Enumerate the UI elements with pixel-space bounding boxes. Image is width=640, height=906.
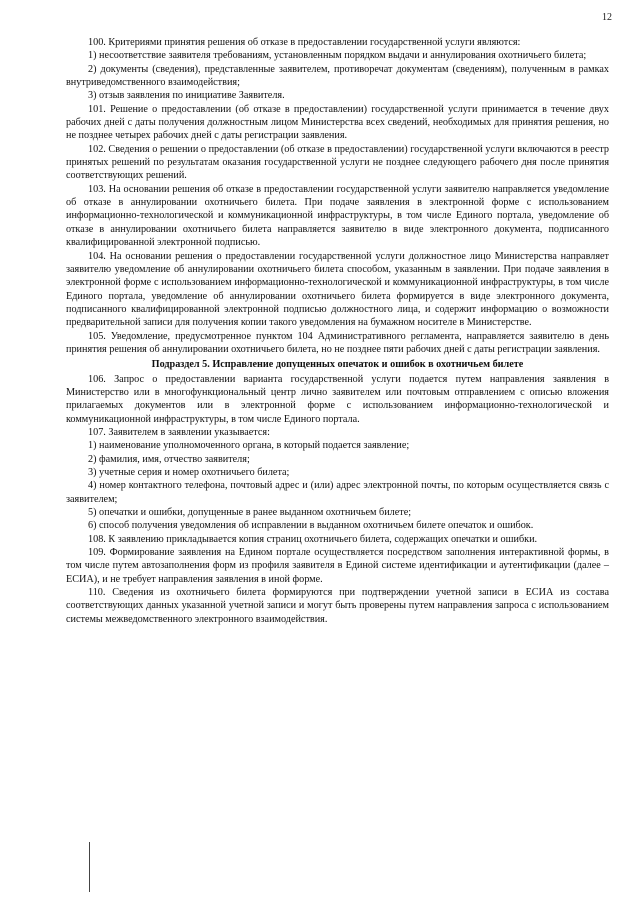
list-item-100-2: 2) документы (сведения), представленные заявителем, противоречат документам (сведениям), полученным в рамках внутриведомственного взаимодействия; (66, 63, 609, 89)
paragraph-108: 108. К заявлению прикладывается копия страниц охотничьего билета, содержащих опечатки и ошибки. (88, 533, 538, 545)
paragraph-105: 105. Уведомление, предусмотренное пунктом 104 Административного регламента, направляется заявителю в день принятия решения об аннулировании охотничьего билета, но не позднее пяти рабочих дней с даты регистрации заявления. (66, 330, 609, 355)
paragraph-100: 100. Критериями принятия решения об отказе в предоставлении государственной услуги являются: (88, 37, 521, 48)
paragraph-107: 107. Заявителем в заявлении указывается: (88, 426, 270, 438)
paragraph-102: 102. Сведения о решении о предоставлении (об отказе в предоставлении) государственной услуги включаются в реестр принятых решений по результатам оказания государственной услуги не позднее следующего рабочего дня после принятия соответствующих решений. (66, 143, 609, 182)
list-item-100-1: 1) несоответствие заявителя требованиям, установленным порядком выдачи и аннулирования охотничьего билета; (88, 50, 587, 62)
paragraph-109: 109. Формирование заявления на Едином портале осуществляется посредством заполнения интерактивной формы, в том числе путем автозаполнения форм из профиля заявителя в Единой системе идентификации и аутентификации (далее – ЕСИА), и не требует направления заявления в иной форме. (66, 547, 609, 585)
page-number: 12 (602, 12, 612, 23)
list-item-107-4: 4) номер контактного телефона, почтовый адрес и (или) адрес электронной почты, по которым осуществляется связь с заявителем; (66, 480, 609, 505)
subsection-heading: Подраздел 5. Исправление допущенных опечаток и ошибок в охотничьем билете (151, 359, 524, 371)
paragraph-103: 103. На основании решения об отказе в предоставлении государственной услуги заявителю направляется уведомление об отказе в аннулировании охотничьего билета. При подаче заявления в электронной форме с использованием информационно-технологической и коммуникационной инфраструктуры, в том числе Единого портала, уведомление об отказе в аннулировании охотничьего билета направляется заявителю в виде электронного документа, подписанного квалифицированной электронной подписью. (66, 183, 609, 249)
scan-margin-line (89, 842, 90, 892)
list-item-107-3: 3) учетные серия и номер охотничьего билета; (88, 467, 290, 478)
list-item-107-2: 2) фамилия, имя, отчество заявителя; (88, 453, 250, 465)
paragraph-110: 110. Сведения из охотничьего билета формируются при подтверждении учетной записи в ЕСИА из состава соответствующих данных указанной учетной записи и могут быть проверены путем направления запроса с использованием системы межведомственного электронного взаимодействия. (66, 587, 609, 625)
list-item-107-5: 5) опечатки и ошибки, допущенные в ранее выданном охотничьем билете; (88, 507, 412, 519)
paragraph-106: 106. Запрос о предоставлении варианта государственной услуги подается путем направления заявления в Министерство или в многофункциональный центр лично заявителем или почтовым отправлением с описью вложения прилагаемых документов или в электронной форме с использованием информационно-технологической и коммуникационной инфраструктуры, в том числе Единого портала. (66, 373, 609, 425)
paragraph-104: 104. На основании решения о предоставлении государственной услуги должностное лицо Министерства направляет заявителю уведомление об аннулировании охотничьего билета способом, указанным в заявлении. При подаче заявления в электронной форме с использованием информационно-технологической и коммуникационной инфраструктуры, в том числе Единого портала, уведомление об аннулировании охотничьего билета формируется в виде электронного документа, подписанного квалифицированной электронной подписью должностного лица, и содержит информацию о возможности предварительной записи для получения копии такого уведомления на бумажном носителе в Министерстве. (66, 250, 609, 329)
list-item-107-6: 6) способ получения уведомления об исправлении в выданном охотничьем билете опечаток и ошибок. (88, 520, 534, 532)
list-item-107-1: 1) наименование уполномоченного органа, в который подается заявление; (88, 440, 410, 452)
document-body (66, 36, 609, 626)
paragraph-101: 101. Решение о предоставлении (об отказе в предоставлении) государственной услуги принимается в течение двух рабочих дней с даты получения должностным лицом Министерства всех сведений, необходимых для принятия решения, но не позднее четырех рабочих дней с даты регистрации заявления. (66, 103, 609, 142)
list-item-100-3: 3) отзыв заявления по инициативе Заявителя. (88, 90, 285, 102)
